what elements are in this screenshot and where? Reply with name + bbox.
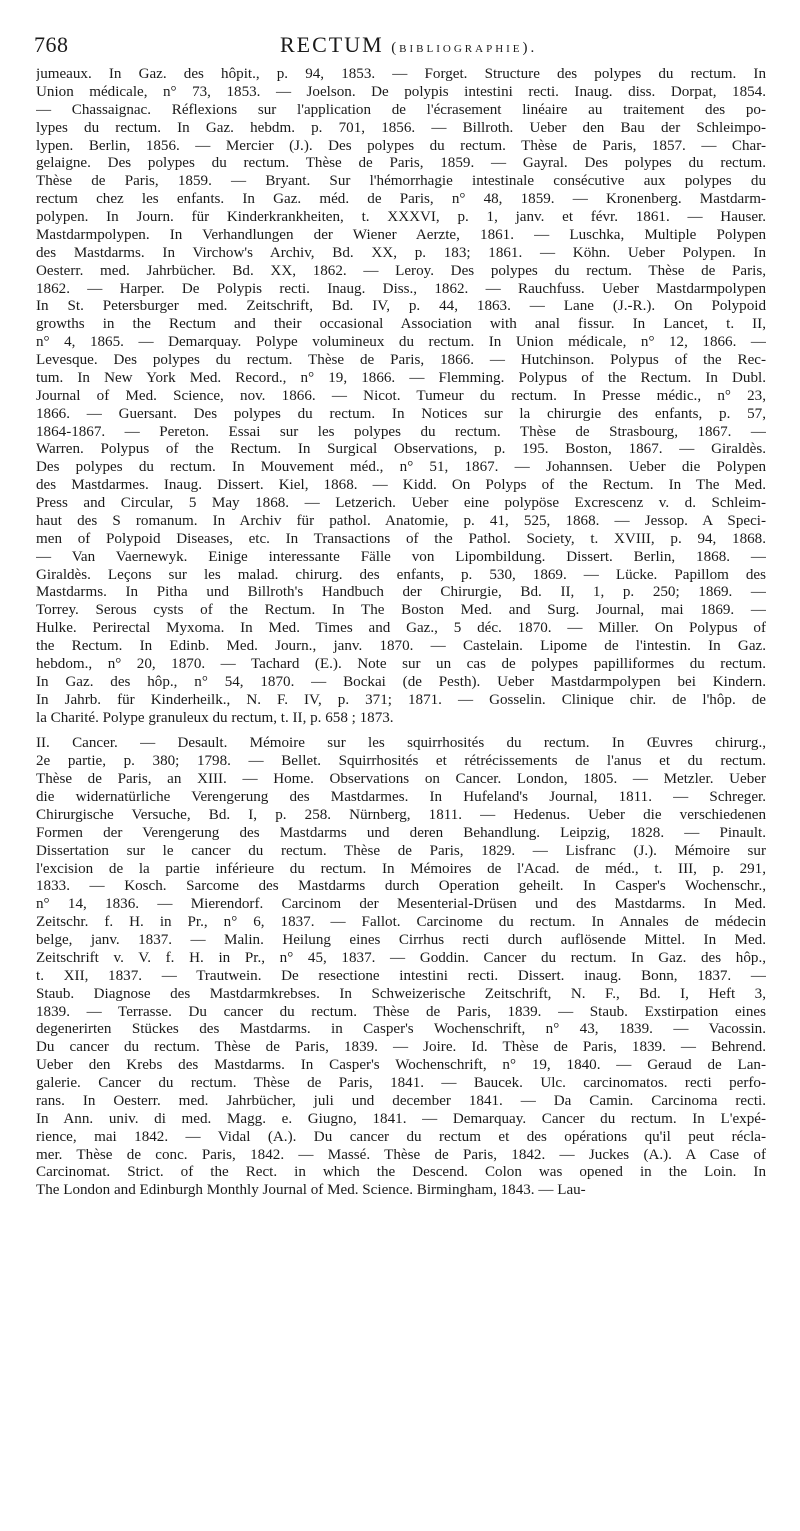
text-line: hebdom., n° 20, 1870. — Tachard (E.). Note sur un cas de polypes papilliformes du rectum. — [36, 655, 766, 672]
text-line: Press and Circular, 5 May 1868. — Letzerich. Ueber eine polypöse Excrescenz v. d. Schleim- — [36, 495, 766, 511]
text-line: galerie. Cancer du rectum. Thèse de Paris, 1841. — Baucek. Ulc. carcinomatos. recti perfo- — [36, 1075, 766, 1091]
text-line: rans. In Oesterr. med. Jahrbücher, juli und december 1841. — Da Camin. Carcinoma recti. — [36, 1092, 766, 1109]
text-line: 2e partie, p. 380; 1798. — Bellet. Squirrhosités et rétrécissements de l'anus et du rectum. — [36, 753, 766, 770]
text-line: Zeitschrift v. V. f. H. in Pr., n° 45, 1837. — Goddin. Cancer du rectum. In Gaz. des hôp., — [36, 949, 766, 966]
text-line: Journal of Med. Science, nov. 1866. — Nicot. Tumeur du rectum. In Presse médic., n° 23, — [36, 387, 766, 404]
text-line: Warren. Polypus of the Rectum. In Surgical Observations, p. 195. Boston, 1867. — Giraldès. — [36, 441, 766, 458]
text-line: Union médicale, n° 73, 1853. — Joelson. De polypis intestini recti. Inaug. diss. Dorpat, 1854. — [36, 83, 766, 100]
text-line: degenerirten Stückes des Mastdarms. in Casper's Wochenschrift, n° 43, 1839. — Vacossin. — [36, 1021, 766, 1038]
text-line: n° 4, 1865. — Demarquay. Polype volumineux du rectum. In Union médicale, n° 12, 1866. — — [36, 334, 766, 351]
text-line: l'excision de la partie inférieure du rectum. In Mémoires de l'Acad. de méd., t. III, p. 291, — [36, 860, 766, 877]
text-line: Carcinomat. Strict. of the Rect. in which the Descend. Colon was opened in the Loin. In — [36, 1164, 766, 1181]
text-line: rience, mai 1842. — Vidal (A.). Du cancer du rectum et des opérations qu'il peut récla- — [36, 1128, 766, 1145]
running-title-main: RECTUM — [280, 32, 384, 57]
text-line: lypes du rectum. In Gaz. hebdm. p. 701, 1856. — Billroth. Ueber den Bau der Schleimpo- — [36, 119, 766, 136]
text-line: des Mastdarms. In Virchow's Archiv, Bd. XX, p. 183; 1861. — Köhn. Ueber Polypen. In — [36, 244, 766, 261]
text-line: Staub. Diagnose des Mastdarmkrebses. In Schweizerische Zeitschrift, N. F., Bd. I, Heft 3, — [36, 985, 766, 1002]
running-header — [34, 32, 774, 62]
text-line: la Charité. Polype granuleux du rectum, t. II, p. 658 ; 1873. — [36, 709, 394, 726]
text-line: n° 14, 1836. — Mierendorf. Carcinom der Mesenterial-Drüsen und des Mastdarms. In Med. — [36, 896, 766, 913]
text-line: Hulke. Perirectal Myxoma. In Med. Times and Gaz., 5 déc. 1870. — Miller. On Polypus of — [36, 620, 766, 637]
text-line: Mastdarmpolypen. In Verhandlungen der Wiener Aerzte, 1861. — Luschka, Multiple Polypen — [36, 226, 766, 243]
text-line: In Ann. univ. di med. Magg. e. Giugno, 1841. — Demarquay. Cancer du rectum. In L'expé- — [36, 1110, 766, 1127]
text-line: Oesterr. med. Jahrbücher. Bd. XX, 1862. — Leroy. Des polypes du rectum. Thèse de Paris, — [36, 262, 766, 279]
text-line: belge, janv. 1837. — Malin. Heilung eines Cirrhus recti durch auflösende Mittel. In Med. — [36, 932, 766, 948]
text-line: Thèse de Paris, 1859. — Bryant. Sur l'hémorrhagie intestinale consécutive aux polypes du — [36, 173, 766, 190]
text-line: t. XII, 1837. — Trautwein. De resectione intestini recti. Dissert. inaug. Bonn, 1837. — — [36, 967, 766, 984]
text-line: 1839. — Terrasse. Du cancer du rectum. Thèse de Paris, 1839. — Staub. Exstirpation eines — [36, 1003, 766, 1020]
text-line: growths in the Rectum and their occasional Association with anal fissur. In Lancet, t. II, — [36, 316, 766, 333]
text-line: In St. Petersburger med. Zeitschrift, Bd. IV, p. 44, 1863. — Lane (J.-R.). On Polypoid — [36, 298, 766, 315]
text-line: Thèse de Paris, an XIII. — Home. Observations on Cancer. London, 1805. — Metzler. Ueber — [36, 771, 766, 788]
text-line: — Chassaignac. Réflexions sur l'application de l'écrasement linéaire au traitement des po- — [36, 101, 766, 118]
running-title-sub: (bibliographie). — [391, 40, 538, 56]
bibliography-paragraph — [36, 66, 766, 727]
text-line: die widernatürliche Verengerung des Mastdarmes. In Hufeland's Journal, 1811. — Schreger. — [36, 789, 766, 805]
text-line: In Gaz. des hôp., n° 54, 1870. — Bockai (de Pesth). Ueber Mastdarmpolypen bei Kindern. — [36, 673, 766, 690]
text-line: 1866. — Guersant. Des polypes du rectum. In Notices sur la chirurgie des enfants, p. 57, — [36, 405, 766, 422]
text-line: Torrey. Serous cysts of the Rectum. In The Boston Med. and Surg. Journal, mai 1869. — — [36, 602, 766, 619]
text-line: Chirurgische Versuche, Bd. I, p. 258. Nürnberg, 1811. — Hedenus. Ueber die verschiedenen — [36, 806, 766, 823]
text-line: Formen der Verengerung des Mastdarms und deren Behandlung. Leipzig, 1828. — Pinault. — [36, 824, 766, 841]
text-line: mer. Thèse de conc. Paris, 1842. — Massé. Thèse de Paris, 1842. — Juckes (A.). A Case of — [36, 1146, 766, 1163]
text-line: Giraldès. Leçons sur les malad. chirurg. des enfants, p. 530, 1869. — Lücke. Papillom des — [36, 566, 766, 583]
text-line: lypen. Berlin, 1856. — Mercier (J.). Des polypes du rectum. Thèse de Paris, 1857. — Char- — [36, 137, 766, 154]
page-number: 768 — [34, 32, 69, 57]
text-line: Ueber den Krebs des Mastdarms. In Casper's Wochenschrift, n° 19, 1840. — Geraud de Lan- — [36, 1057, 766, 1074]
text-line: the Rectum. In Edinb. Med. Journ., janv. 1870. — Castelain. Lipome de l'intestin. In Gaz. — [36, 638, 766, 654]
running-title — [280, 32, 537, 58]
text-line: Dissertation sur le cancer du rectum. Thèse de Paris, 1829. — Lisfranc (J.). Mémoire sur — [36, 842, 766, 859]
text-line: rectum chez les enfants. In Gaz. méd. de Paris, n° 48, 1859. — Kronenberg. Mastdarm- — [36, 191, 766, 208]
text-line: haut des S romanum. In Archiv für pathol. Anatomie, p. 41, 525, 1868. — Jessop. A Speci- — [36, 512, 766, 529]
text-line: men of Polypoid Diseases, etc. In Transactions of the Pathol. Society, t. XVIII, p. 94, 1868. — [36, 530, 766, 547]
text-line: Zeitschr. f. H. in Pr., n° 6, 1837. — Fallot. Carcinome du rectum. In Annales de médecin — [36, 914, 766, 931]
text-line: Levesque. Des polypes du rectum. Thèse de Paris, 1866. — Hutchinson. Polypus of the Rec- — [36, 352, 766, 368]
text-line: 1864-1867. — Pereton. Essai sur les polypes du rectum. Thèse de Strasbourg, 1867. — — [36, 423, 766, 440]
text-line: tum. In New York Med. Record., n° 19, 1866. — Flemming. Polypus of the Rectum. In Dubl. — [36, 369, 766, 386]
text-line: The London and Edinburgh Monthly Journal of Med. Science. Birmingham, 1843. — Lau- — [36, 1182, 586, 1199]
bibliography-body — [36, 66, 766, 1200]
text-line: des Mastdarmes. Inaug. Dissert. Kiel, 1868. — Kidd. On Polyps of the Rectum. In The Med. — [36, 477, 766, 494]
text-line: polypen. In Journ. für Kinderkrankheiten, t. XXXVI, p. 1, janv. et févr. 1861. — Hauser. — [36, 209, 766, 225]
text-line: II. Cancer. — Desault. Mémoire sur les squirrhosités du rectum. In Œuvres chirurg., — [36, 735, 766, 752]
text-line: — Van Vaernewyk. Einige interessante Fälle von Lipombildung. Dissert. Berlin, 1868. — — [36, 548, 766, 565]
text-line: Du cancer du rectum. Thèse de Paris, 1839. — Joire. Id. Thèse de Paris, 1839. — Behrend. — [36, 1039, 766, 1056]
text-line: 1833. — Kosch. Sarcome des Mastdarms durch Operation geheilt. In Casper's Wochenschr., — [36, 878, 766, 895]
text-line: jumeaux. In Gaz. des hôpit., p. 94, 1853. — Forget. Structure des polypes du rectum. In — [36, 66, 766, 82]
text-line: gelaigne. Des polypes du rectum. Thèse de Paris, 1859. — Gayral. Des polypes du rectum. — [36, 155, 766, 172]
bibliography-paragraph — [36, 735, 766, 1200]
text-line: In Jahrb. für Kinderheilk., N. F. IV, p. 371; 1871. — Gosselin. Clinique chir. de l'hôp. de — [36, 691, 766, 708]
text-line: Mastdarms. In Pitha und Billroth's Handbuch der Chirurgie, Bd. II, 1, p. 250; 1869. — — [36, 584, 766, 601]
text-line: Des polypes du rectum. In Mouvement méd., n° 51, 1867. — Johannsen. Ueber die Polypen — [36, 459, 766, 476]
text-line: 1862. — Harper. De Polypis recti. Inaug. Diss., 1862. — Rauchfuss. Ueber Mastdarmpolypen — [36, 280, 766, 297]
